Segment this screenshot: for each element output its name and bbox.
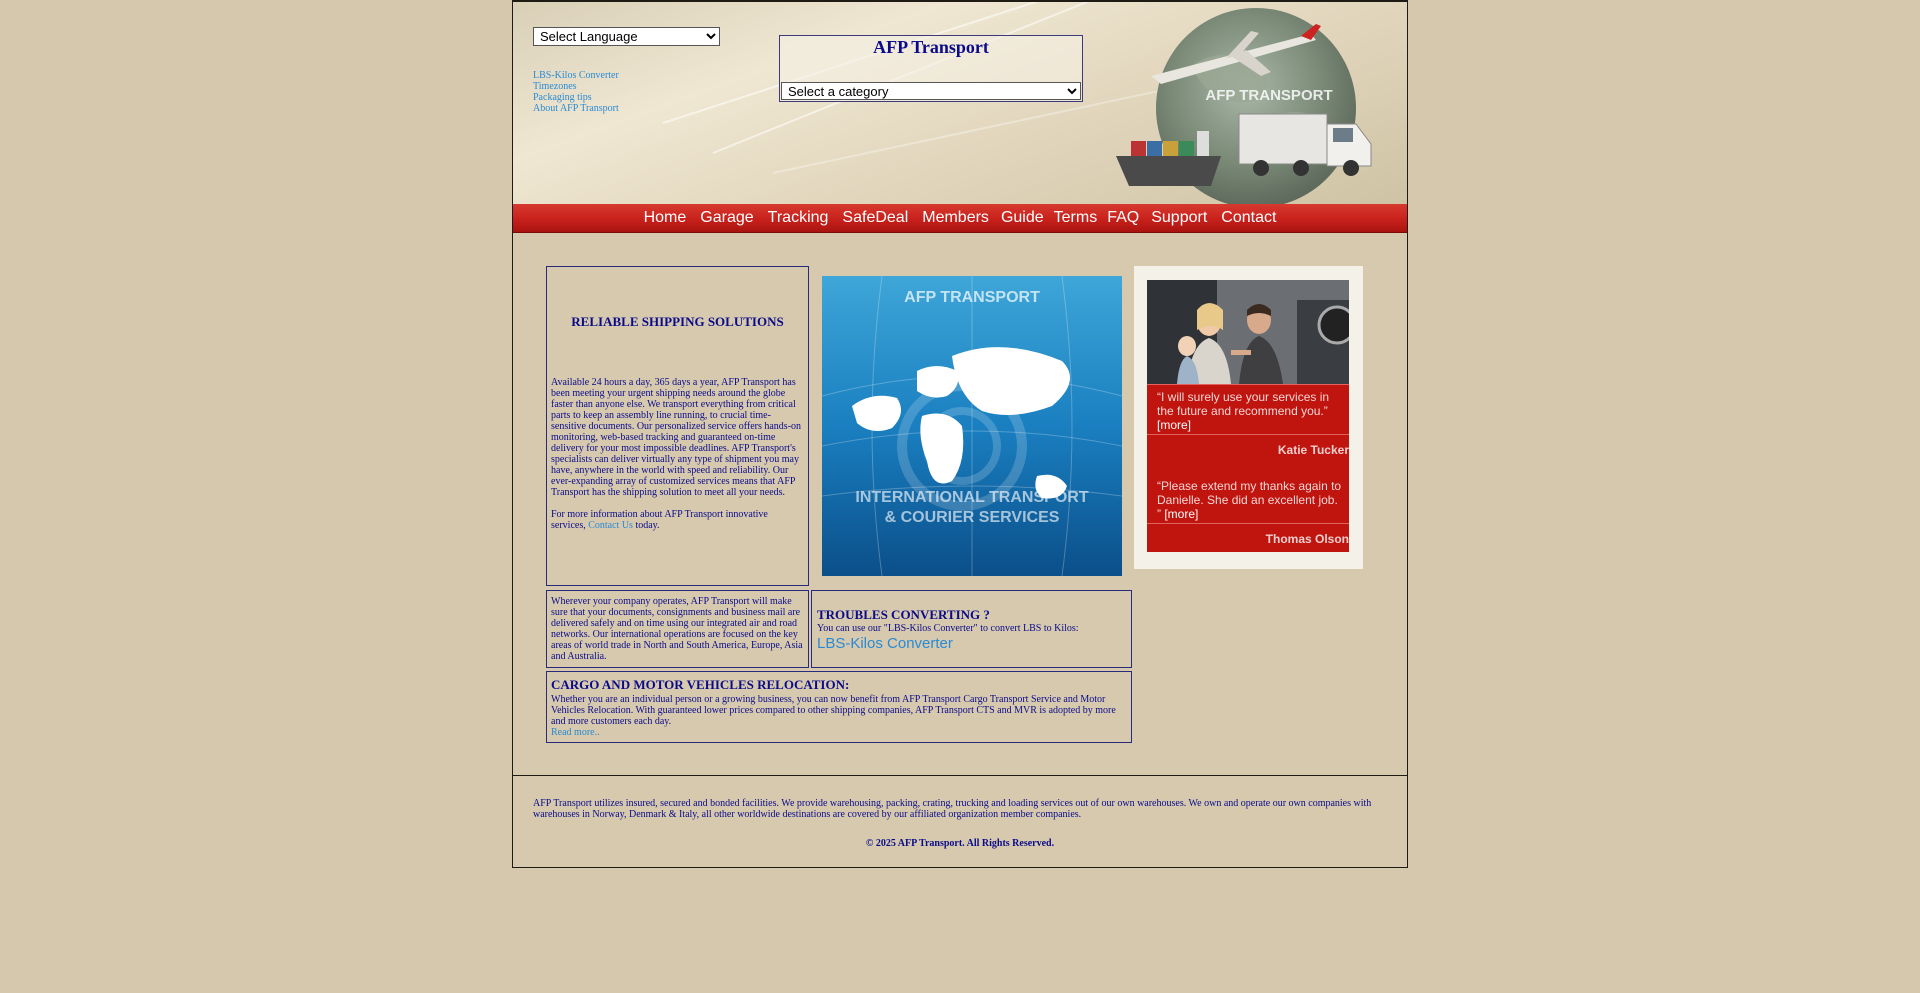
contact-us-link[interactable]: Contact Us (588, 520, 633, 531)
testimonial-quote (1157, 390, 1342, 432)
operations-panel (546, 590, 809, 668)
testimonial-quote-text: “I will surely use your services in the future and recommend you.” (1157, 390, 1330, 418)
testimonial-more-link[interactable]: [more] (1164, 507, 1199, 521)
main-nav (513, 204, 1407, 233)
quick-link-lbs-kilos-converter[interactable]: LBS-Kilos Converter (533, 70, 619, 81)
world-map-graphic (822, 276, 1122, 576)
nav-faq[interactable]: FAQ (1107, 209, 1140, 226)
world-banner-title: AFP TRANSPORT (904, 289, 1040, 306)
cargo-read-more-link[interactable]: Read more.. (551, 727, 600, 738)
testimonial-divider (1147, 434, 1349, 435)
language-select[interactable] (533, 27, 720, 46)
world-map-banner (822, 276, 1122, 576)
page-container (512, 0, 1408, 868)
header (513, 1, 1407, 205)
site-title: AFP Transport (873, 37, 989, 57)
reliable-shipping-body: Available 24 hours a day, 365 days a year, AFP Transport has been meeting your urgent shipping needs around the globe faster than anyone else. We transport everything from critical parts to keep an assembly line running, to crucial time-sensitive documents. Our personalized service offers hands-on monitoring, web-based tracking and guaranteed on-time delivery for your most impossible deadlines. AFP Transport's specialists can deliver virtually any type of shipment you may have, anywhere in the world with speed and reliability. Our ever-expanding array of customized services means that AFP Transport has the shipping solution to meet all your needs. (551, 377, 802, 498)
converter-body: You can use our "LBS-Kilos Converter" to convert LBS to Kilos: (817, 623, 1079, 634)
cargo-body: Whether you are an individual person or a growing business, you can now benefit from AFP Transport Cargo Transport Service and Motor Vehicles Relocation. With guaranteed lower prices compared to other shipping companies, AFP Transport CTS and MVR is adopted by more and more customers each day. (551, 694, 1116, 727)
quick-links (533, 70, 619, 114)
category-select[interactable] (781, 82, 1081, 100)
nav-guide[interactable]: Guide (1000, 209, 1044, 226)
more-info-suffix: today. (632, 520, 660, 531)
testimonial-author: Katie Tucker (1277, 443, 1349, 457)
testimonial-photo (1147, 280, 1349, 384)
nav-garage[interactable]: Garage (700, 209, 754, 226)
logo-text: AFP TRANSPORT (1205, 87, 1333, 104)
quick-link-timezones[interactable]: Timezones (533, 81, 577, 92)
reliable-shipping-panel (546, 266, 809, 586)
footer-text: AFP Transport utilizes insured, secured and bonded facilities. We provide warehousing, packing, crating, trucking and loading services out of our own warehouses. We own and operate our own companies with warehouses in Norway, Denmark & Italy, all other worldwide destinations are covered by our affiliated organization member companies. (533, 798, 1372, 820)
nav-terms[interactable]: Terms (1053, 209, 1098, 226)
copyright: © 2025 AFP Transport. All Rights Reserved. (865, 838, 1055, 849)
nav-support[interactable]: Support (1151, 209, 1208, 226)
nav-home[interactable]: Home (643, 209, 687, 226)
footer-divider (513, 775, 1407, 776)
more-info-text: For more information about AFP Transport innovative services, (551, 509, 768, 531)
testimonial-author: Thomas Olson (1265, 532, 1349, 546)
testimonial-divider (1147, 523, 1349, 524)
cargo-panel (546, 671, 1132, 743)
reliable-more-info (551, 509, 804, 531)
quick-link-packaging-tips[interactable]: Packaging tips (533, 92, 592, 103)
quick-link-about[interactable]: About AFP Transport (533, 103, 619, 114)
nav-contact[interactable]: Contact (1221, 209, 1277, 226)
operations-body: Wherever your company operates, AFP Transport will make sure that your documents, consignments and business mail are delivered safely and on time using our integrated air and road networks. Our international operations are focused on the key areas of world trade in North and South America, Europe, Asia and Australia. (551, 596, 803, 662)
globe-illustration (1111, 6, 1405, 205)
testimonials-list (1147, 384, 1349, 552)
converter-link[interactable]: LBS-Kilos Converter (817, 635, 953, 652)
testimonial-more-link[interactable]: [more] (1157, 418, 1192, 432)
testimonial-divider (1147, 384, 1349, 385)
world-banner-subtitle: INTERNATIONAL TRANSPORT & COURIER SERVICES (855, 489, 1089, 526)
nav-tracking[interactable]: Tracking (767, 209, 829, 226)
converter-title: TROUBLES CONVERTING ? (817, 607, 990, 622)
cargo-title: CARGO AND MOTOR VEHICLES RELOCATION: (551, 677, 850, 692)
nav-members[interactable]: Members (922, 209, 989, 226)
nav-safedeal[interactable]: SafeDeal (842, 209, 909, 226)
category-box (779, 35, 1083, 102)
testimonial-quote (1157, 479, 1342, 521)
testimonial-quote-text: “Please extend my thanks again to Danielle. She did an excellent job. ” (1157, 479, 1342, 521)
testimonials-panel (1134, 266, 1363, 569)
reliable-shipping-title: RELIABLE SHIPPING SOLUTIONS (571, 314, 784, 329)
converter-panel (811, 590, 1132, 668)
